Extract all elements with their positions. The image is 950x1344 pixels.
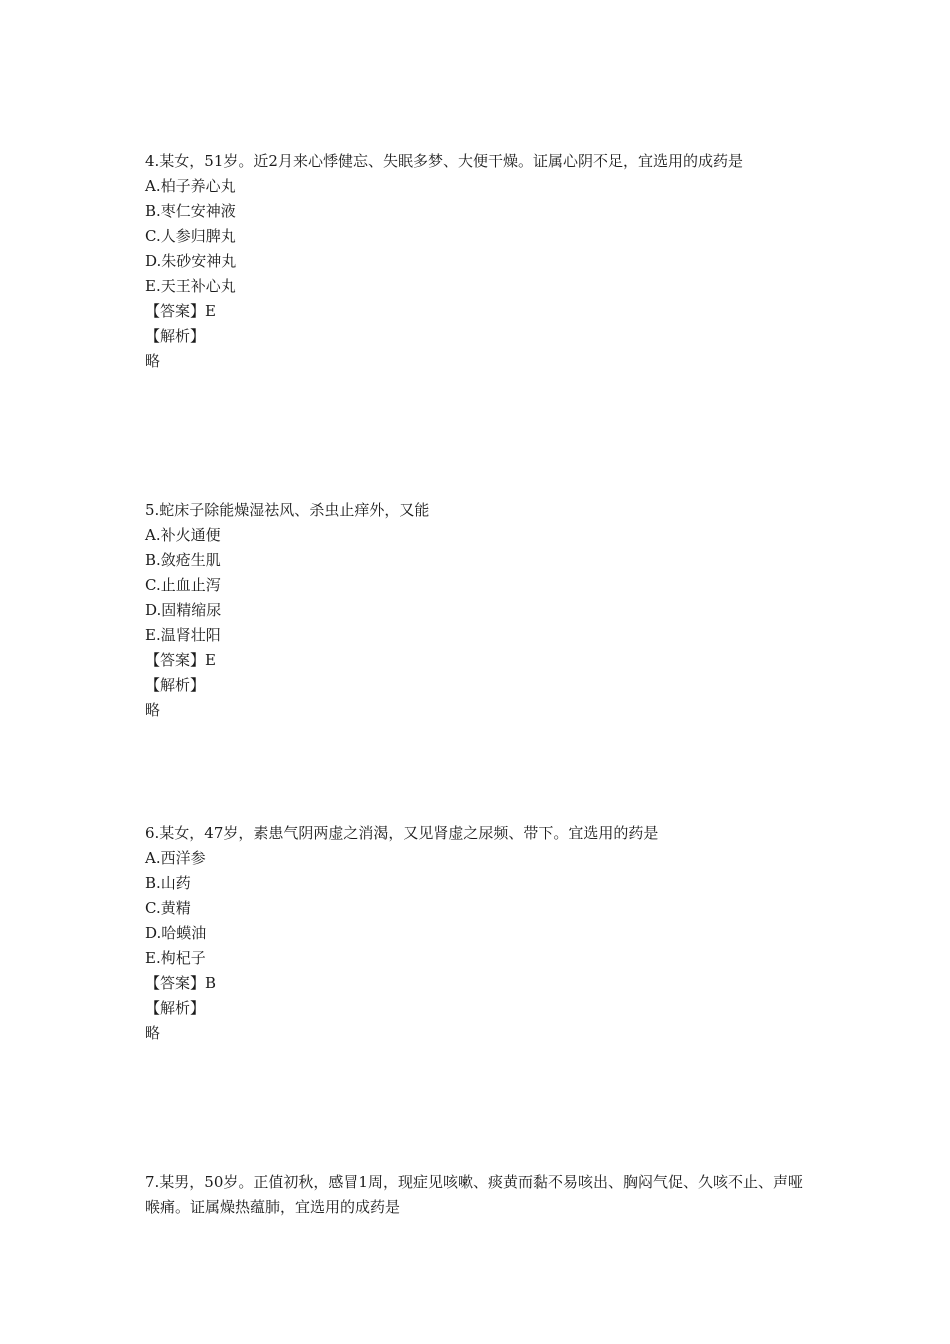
question-stem: 6.某女，47岁，素患气阴两虚之消渴，又见肾虚之尿频、带下。宜选用的药是 [145, 824, 659, 842]
question-stem: 5.蛇床子除能燥湿祛风、杀虫止痒外，又能 [145, 501, 430, 519]
option-e: E.枸杞子 [145, 949, 206, 967]
option-d: D.固精缩尿 [145, 601, 222, 619]
answer: 【答案】E [145, 302, 216, 320]
option-e: E.温肾壮阳 [145, 626, 221, 644]
analysis-text: 略 [145, 701, 161, 719]
option-e: E.天王补心丸 [145, 277, 236, 295]
option-b: B.枣仁安神液 [145, 202, 236, 220]
question-5 [145, 498, 810, 723]
question-7 [145, 1170, 810, 1220]
question-6 [145, 821, 810, 1046]
option-c: C.黄精 [145, 899, 191, 917]
question-stem: 4.某女，51岁。近2月来心悸健忘、失眠多梦、大便干燥。证属心阴不足，宜选用的成药是 [145, 152, 743, 170]
option-b: B.山药 [145, 874, 191, 892]
analysis-label: 【解析】 [145, 676, 206, 694]
analysis-label: 【解析】 [145, 327, 206, 345]
analysis-text: 略 [145, 1024, 161, 1042]
analysis-text: 略 [145, 352, 161, 370]
option-a: A.西洋参 [145, 849, 206, 867]
question-stem: 7.某男，50岁。正值初秋，感冒1周，现症见咳嗽、痰黄而黏不易咳出、胸闷气促、久咳不止、声哑喉痛。证属燥热蕴肺，宜选用的成药是 [145, 1173, 803, 1216]
option-d: D.朱砂安神丸 [145, 252, 237, 270]
answer: 【答案】B [145, 974, 217, 992]
option-b: B.敛疮生肌 [145, 551, 221, 569]
option-c: C.止血止泻 [145, 576, 221, 594]
answer: 【答案】E [145, 651, 216, 669]
question-4 [145, 149, 810, 374]
option-a: A.柏子养心丸 [145, 177, 236, 195]
option-c: C.人参归脾丸 [145, 227, 236, 245]
analysis-label: 【解析】 [145, 999, 206, 1017]
option-d: D.哈蟆油 [145, 924, 207, 942]
option-a: A.补火通便 [145, 526, 221, 544]
